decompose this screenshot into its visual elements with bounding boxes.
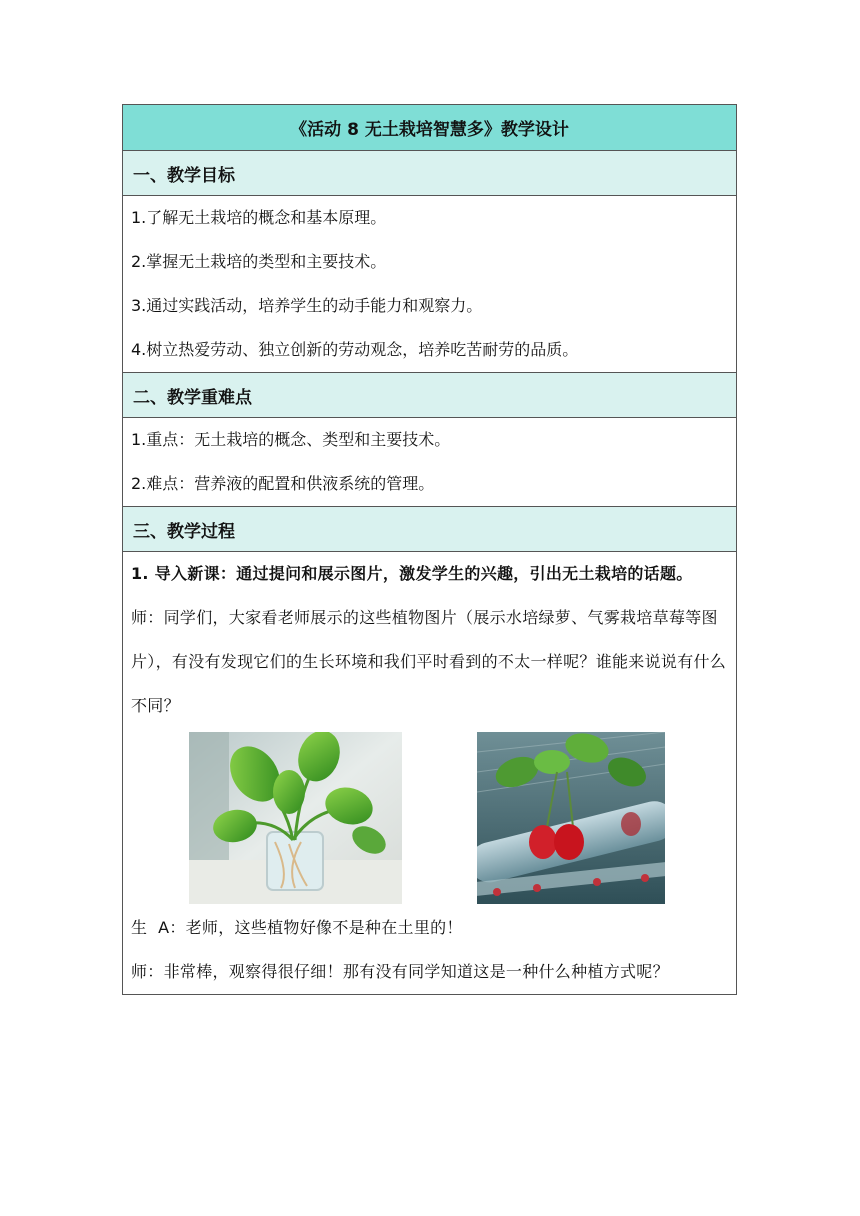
section-heading-keypoints: 二、教学重难点 xyxy=(123,373,736,418)
lesson-plan-table xyxy=(122,104,737,995)
goal-item: 4.树立热爱劳动、独立创新的劳动观念，培养吃苦耐劳的品质。 xyxy=(131,340,579,359)
section-heading-goals: 一、教学目标 xyxy=(123,151,736,196)
step-heading: 1. 导入新课：通过提问和展示图片，激发学生的兴趣，引出无土栽培的话题。 xyxy=(131,564,693,583)
document-title: 《活动 8 无土栽培智慧多》教学设计 xyxy=(123,105,736,151)
strawberry-image xyxy=(477,732,665,904)
process-body xyxy=(123,552,736,994)
teacher-dialogue: 师：非常棒，观察得很仔细！那有没有同学知道这是一种什么种植方式呢？ xyxy=(131,962,669,981)
teacher-dialogue: 师：同学们，大家看老师展示的这些植物图片（展示水培绿萝、气雾栽培草莓等图片），有没有发现它们的生长环境和我们平时看到的不太一样呢？谁能来说说有什么不同？ xyxy=(131,608,727,715)
goal-item: 3.通过实践活动，培养学生的动手能力和观察力。 xyxy=(131,296,483,315)
goal-item: 2.掌握无土栽培的类型和主要技术。 xyxy=(131,252,387,271)
goals-list xyxy=(123,196,736,373)
keypoints-list xyxy=(123,418,736,507)
goal-item: 1.了解无土栽培的概念和基本原理。 xyxy=(131,208,387,227)
pothos-image xyxy=(189,732,402,904)
keypoint-item: 1.重点：无土栽培的概念、类型和主要技术。 xyxy=(131,430,451,449)
keypoint-item: 2.难点：营养液的配置和供液系统的管理。 xyxy=(131,474,435,493)
student-dialogue: 生 A：老师，这些植物好像不是种在土里的！ xyxy=(131,918,463,937)
section-heading-process: 三、教学过程 xyxy=(123,507,736,552)
image-row xyxy=(131,728,728,906)
